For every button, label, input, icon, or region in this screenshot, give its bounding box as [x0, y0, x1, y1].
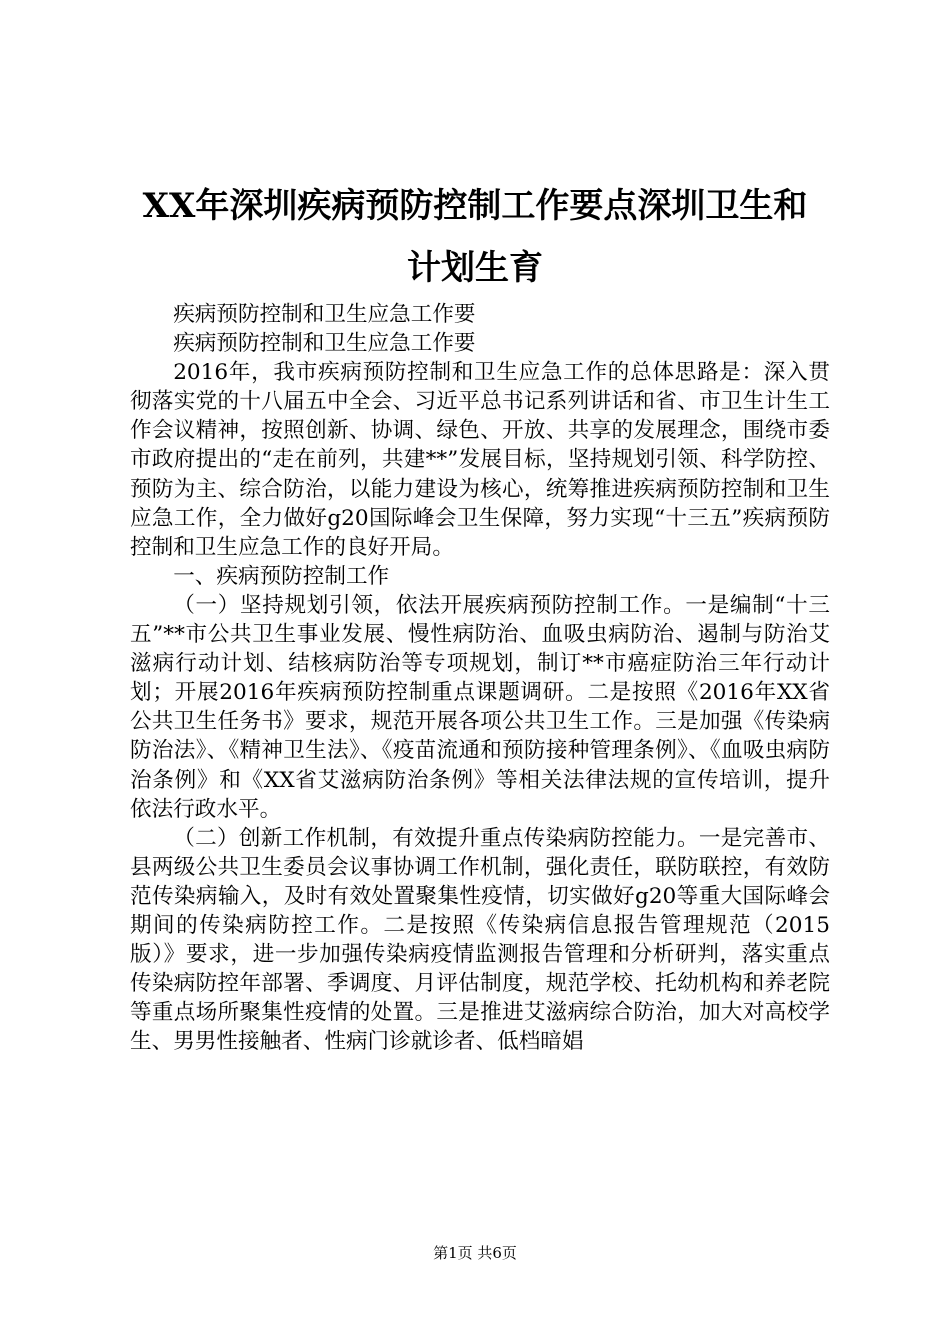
paragraph: （一）坚持规划引领，依法开展疾病预防控制工作。一是编制“十三五”**市公共卫生事业发展、慢性病防治、血吸虫病防治、遏制与防治艾滋病行动计划、结核病防治等专项规划，制订**市癌症防治三年行动计划；开展2016年疾病预防控制重点课题调研。二是按照《2016年XX省公共卫生任务书》要求，规范开展各项公共卫生工作。三是加强《传染病防治法》、《精神卫生法》、《疫苗流通和预防接种管理条例》、《血吸虫病防治条例》和《XX省艾滋病防治条例》等相关法律法规的宣传培训，提升依法行政水平。 [130, 592, 830, 822]
paragraph: （二）创新工作机制，有效提升重点传染病防控能力。一是完善市、县两级公共卫生委员会议事协调工作机制，强化责任，联防联控，有效防范传染病输入，及时有效处置聚集性疫情，切实做好g20等重大国际峰会期间的传染病防控工作。二是按照《传染病信息报告管理规范（2015版）》要求，进一步加强传染病疫情监测报告管理和分析研判，落实重点传染病防控年部署、季调度、月评估制度，规范学校、托幼机构和养老院等重点场所聚集性疫情的处置。三是推进艾滋病综合防治，加大对高校学生、男男性接触者、性病门诊就诊者、低档暗娼 [130, 825, 830, 1055]
section-heading: 一、疾病预防控制工作 [173, 563, 390, 589]
paragraph: 疾病预防控制和卫生应急工作要 [173, 331, 476, 357]
document-title-line-2: 计划生育 [407, 248, 543, 288]
paragraph: 2016年，我市疾病预防控制和卫生应急工作的总体思路是：深入贯彻落实党的十八届五中全会、习近平总书记系列讲话和省、市卫生计生工作会议精神，按照创新、协调、绿色、开放、共享的发展理念，围绕市委市政府提出的“走在前列，共建**”发展目标，坚持规划引领、科学防控、预防为主、综合防治，以能力建设为核心，统筹推进疾病预防控制和卫生应急工作，全力做好g20国际峰会卫生保障，努力实现“十三五”疾病预防控制和卫生应急工作的良好开局。 [130, 360, 830, 560]
page-footer: 第1页 共6页 [433, 1244, 517, 1262]
paragraph: 疾病预防控制和卫生应急工作要 [173, 302, 476, 327]
document-title-line-1: XX年深圳疾病预防控制工作要点深圳卫生和 [142, 186, 808, 226]
document-body [130, 300, 830, 1056]
